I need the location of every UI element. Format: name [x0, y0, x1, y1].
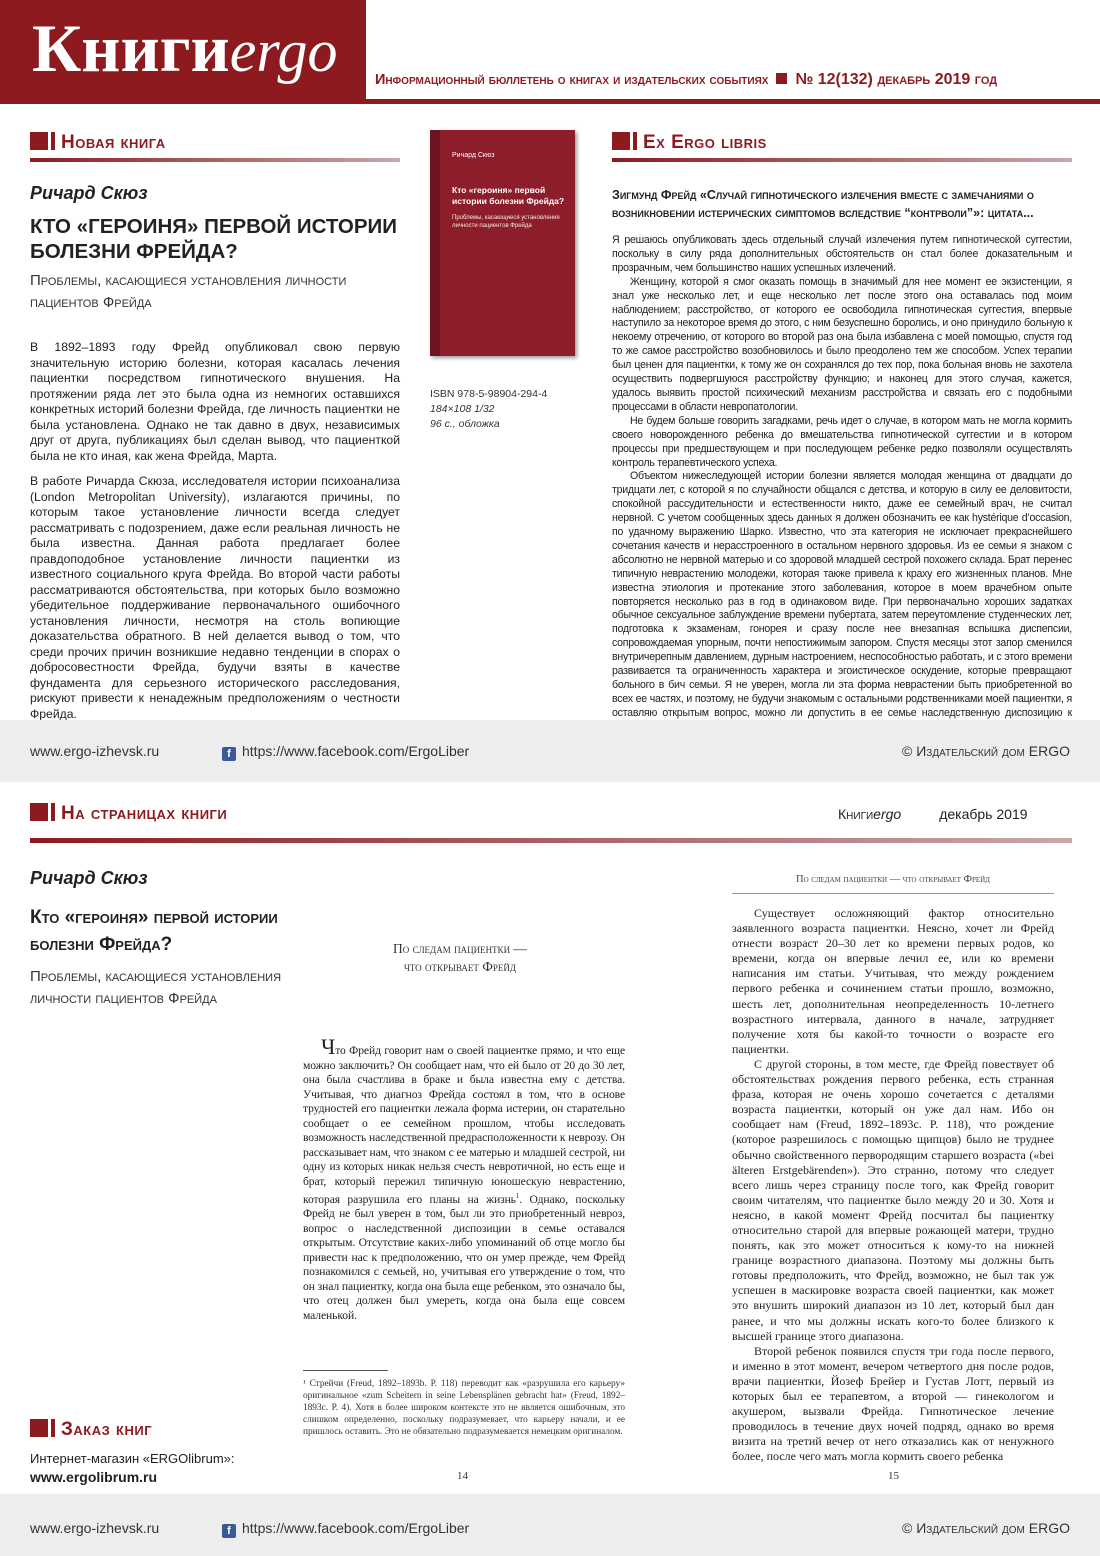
logo-main: Книги	[32, 10, 230, 86]
section-title-order	[30, 1418, 152, 1442]
copyright-icon: ©	[902, 1520, 913, 1536]
chapter-heading	[360, 940, 560, 976]
left-page-text-part: . Однако, поскольку Фрейд не был уверен в том, был ли это приобретенный невроз, вопрос о наследственной диспозиции в семье оставался открытым. Отсутствие каких-либо упоминаний об отце могло бы привести нас к предположению, что он умер прежде, чем Фрейд познакомился с семьей, но, учитывая его утверждение о том, что он знал пациентку, когда она была еще ребенком, это означало бы, что отец должен был умереть, когда она была еще совсем маленькой.	[303, 1192, 625, 1322]
spread-author: Ричард Скюз	[30, 868, 148, 888]
masthead-tagline	[375, 70, 1100, 90]
right-page-paragraph: Второй ребенок появился спустя три года после первого, и именно в этот момент, вечером четвертого дня после родов, врачи пациентки, Йозеф Брейер и Густав Лотт, первый из которых был ее терапевтом, а второй — гинекологом и акушером, вызвали Фрейда. Гипнотическое лечение проводилось в течение двух ночей подряд, однако во время визита на третий вечер от него отказались как от ненужного более, после чего мать могла кормить своего ребенка	[732, 1343, 1054, 1464]
section-square-icon	[30, 1419, 48, 1437]
chapter-heading-line: что открывает Фрейд	[403, 959, 517, 974]
quote-paragraph: Я решаюсь опубликовать здесь отдельный случай излечения путем гипнотической суггестии, поскольку в силу ряда дополнительных обстоятельств он стал более доказательным и прозрачным, чем большинство наших успешных излечений.	[612, 234, 1072, 274]
cover-subtitle: Проблемы, касающиеся установления личности пациентов Фрейда	[452, 215, 560, 229]
book-format: 184×108 1/32	[430, 403, 495, 415]
copyright-icon: ©	[902, 743, 913, 759]
right-page-paragraph: Существует осложняющий фактор относительно заявленного возраста пациентки. Неясно, хочет ли Фрейд отнести возраст 20–30 лет ко времени первых родов, ко времени, когда он впервые лечил ее, или ко времени написания им статьи. Учитывая, что между рождением первого ребенка и сочинением статьи прошло, возможно, шесть лет, дополнительная неопределенность 10-летнего возрастного интервала, данного в начале, затрудняет получение хотя бы какой-то точности о возрасте его пациентки.	[732, 906, 1054, 1056]
left-page-number: 14	[457, 1470, 468, 1482]
issue-number: № 12(132) декабрь 2019 год	[795, 71, 998, 88]
book-details	[430, 387, 547, 432]
issue-meta	[838, 806, 1028, 822]
book-author: Ричард Скюз	[30, 183, 148, 203]
cover-author: Ричард Скюз	[452, 152, 495, 159]
section-rule	[30, 838, 1072, 843]
masthead-logo	[32, 8, 338, 91]
facebook-icon: f	[222, 747, 236, 761]
quote-heading: Зигмунд Фрейд «Случай гипнотического излечения вместе с замечаниями о возникновении истерических симптомов вследствие “контрволи”»: цитата...	[612, 188, 1034, 220]
running-head: По следам пациентки — что открывает Фрейд	[796, 874, 990, 885]
section-title-text: Новая книга	[61, 132, 166, 153]
drop-cap: Ч	[321, 1034, 336, 1059]
quote-body	[612, 234, 1072, 735]
section-square-icon	[612, 132, 630, 150]
facebook-link[interactable]	[222, 743, 469, 761]
section-bar-icon	[51, 803, 55, 821]
facebook-url: https://www.facebook.com/ErgoLiber	[242, 1520, 470, 1536]
separator-square-icon	[776, 73, 787, 84]
copyright	[902, 743, 1070, 759]
spread-title: Кто «героиня» первой истории болезни Фрейда?	[30, 907, 278, 955]
facebook-url: https://www.facebook.com/ErgoLiber	[242, 743, 470, 759]
tagline-text: Информационный бюллетень о книгах и издательских событиях	[375, 72, 769, 88]
section-square-icon	[30, 803, 48, 821]
book-annotation	[30, 340, 400, 722]
publisher-prefix: Издательский дом	[916, 1520, 1025, 1536]
brand-ergo: ergo	[873, 806, 902, 822]
section-rule	[612, 158, 1072, 162]
book-isbn: ISBN 978-5-98904-294-4	[430, 388, 548, 400]
facebook-link[interactable]	[222, 1520, 469, 1538]
right-page-number: 15	[888, 1470, 899, 1482]
right-page-paragraph: С другой стороны, в том месте, где Фрейд повествует об обстоятельствах рождения первого ребенка, есть странная фраза, которая не очень хорошо сочетается с деталями возраста пациентки, который он уже дал нам. Ибо он сообщает нам (Freud, 1892–1893c. P. 118), что рождение (которое разрешилось с помощью щипцов) было не труднее обычно свойственного первородящим старшего возраста («bei älteren Erstgebärenden»). Это странно, потому что следует всего лишь через страницу после того, как Фрейд говорит своим читателям, что пациентке было между 20 и 30. Хотя и неясно, в какой момент Фрейд посчитал бы пациентку относительно старой для впервые рожающей матери, трудно понять, как это может относиться к кому-то на нижней границе возрастного диапазона. Поэтому мы должны быть готовы предположить, что Фрейд, возможно, не был так уж успешен в маскировке возраста своей пациентки, как может это внушить широкий диапазон из 10 лет, который был дан ранее, и что мы должны искать кого-то более близкого к высшей границе этого диапазона.	[732, 1056, 1054, 1343]
order-link[interactable]: www.ergolibrum.ru	[30, 1469, 158, 1485]
facebook-icon: f	[222, 1524, 236, 1538]
quote-paragraph: Женщину, которой я смог оказать помощь в значимый для нее момент ее экзистенции, я знал уже несколько лет, и еще несколько лет после этого она оставалась под моим наблюдением; расстройство, от которого ее освободила гипнотическая суггестия, впервые наступило за некоторое время до этого, с ним безуспешно боролись, и оно принудило больную к некоему отречению, от которого во второй раз она была избавлена с моей помощью, спустя год то же самое расстройство возобновилось и было преодолено тем же способом. Успех терапии был ценен для пациентки, к тому же он сохранялся до тех пор, пока больная вновь не захотела осуществить подвергшуюся расстройству функцию; и наконец для этого случая, кажется, удалось выявить простой психический механизм расстройства и связать его с подобными процессами в области невропатологии.	[612, 275, 1072, 413]
logo-ergo: ergo	[229, 18, 338, 84]
left-page-text-part: то Фрейд говорит нам о своей пациентке прямо, и что еще можно заключить? Он сообщает нам, что ей было от 20 до 30 лет, она была счастлива в браке и была известна ему с детства. Учитывая, что диагноз Фрейда состоял в том, что в основе трудностей его пациентки лежала форма истерии, он старательно сообщает о ее семейном прошлом, чтобы исследовать возможность наследственной предрасположенности к неврозу. Он рассказывает нам, что знаком с ее матерью и младшей сестрой, ни одну из которых никак нельзя счесть невротичной, но есть еще и брат, который пережил типичную юношескую неврастению, которая разрушила его планы на жизнь	[303, 1044, 625, 1206]
section-bar-icon	[633, 132, 637, 150]
order-info	[30, 1450, 290, 1487]
section-bar-icon	[51, 132, 55, 150]
section-title-text: Заказ книг	[61, 1419, 153, 1440]
section-title-text: Ex Ergo libris	[643, 132, 767, 153]
section-title-new-book	[30, 131, 166, 155]
copyright	[902, 1520, 1070, 1536]
annotation-paragraph: В 1892–1893 году Фрейд опубликовал свою первую значительную историю болезни, которая касалась лечения пациентки посредством гипнотического внушения. На протяжении ряда лет это была одна из немногих оставшихся конкретных историй болезни Фрейда, где личность пациентки не была установлена. Однако не так давно в двух, независимых друг от друга, публикациях был сделан вывод, что пациенткой была не кто иная, как жена Фрейда, Марта.	[30, 340, 400, 463]
section-title-ex-ergo	[612, 131, 767, 155]
order-label: Интернет-магазин «ERGOlibrum»:	[30, 1451, 235, 1466]
quote-paragraph: Объектом нижеследующей истории болезни является молодая женщина от двадцати до тридцати лет, с которой я по случайности общался с детства, и которую в силу ее деловитости, спокойной рассудительности и естественности никто, даже ее семейный врач, не считал нервной. С учетом сообщенных здесь данных я должен обозначить ее как hystérique d’occasion, по удачному выражению Шарко. Известно, что эта категория не исключает прекраснейшего сочетания качеств и нерасстроенного в остальном нервного здоровья. Из ее семьи я знаком с абсолютно не нервной матерью и со здоровой младшей сестрой похожего склада. Брат перенес типичную неврастению молодежи, которая также привела к краху его жизненных планов. Мне известна этиология и протекание этого заболевания, которое в моем врачебном опыте повторяется несколько раз в год в одинаковом виде. При первоначально хороших задатках обычное сексуальное заблуждение времени пубертата, затем переутомление студенческих лет, подготовка к экзаменам, гонорея и сразу после нее внезапная вспышка диспепсии, сопровождаемая упорным, почти непостижимым запором. Спустя месяцы этот запор сменился внутричерепным давлением, дурным настроением, неспособностью работать, и с этого времени развивается та ограниченность характера и эгоистическое оскудение, которые превращают больного в бич семьи. Я не уверен, могла ли эта форма неврастении быть приобретенной во всех ее частях, и поэтому, не будучи знакомым с остальными родственниками моей пациентки, я оставляю открытым вопрос, можно ли допустить в ее семье наследственную диспозицию к	[612, 470, 1072, 719]
section-title-pages	[30, 802, 227, 826]
footnote	[303, 1378, 625, 1438]
site-link[interactable]: www.ergo-izhevsk.ru	[30, 1520, 160, 1536]
footnote-rule	[303, 1370, 388, 1371]
brand-main: Книги	[838, 806, 874, 822]
book-title: КТО «ГЕРОИНЯ» ПЕРВОЙ ИСТОРИИ БОЛЕЗНИ ФРЕЙДА?	[30, 215, 397, 263]
spread-subtitle: Проблемы, касающиеся установления личности пациентов Фрейда	[30, 968, 282, 1007]
running-head-rule	[732, 893, 1054, 894]
publisher-name: ERGO	[1028, 743, 1070, 759]
book-subtitle: Проблемы, касающиеся установления личности пациентов Фрейда	[30, 272, 347, 311]
cover-title: Кто «героиня» первой истории болезни Фрейда?	[452, 185, 565, 206]
cover-spine	[430, 130, 440, 356]
left-page-text	[303, 1034, 625, 1323]
footnote-mark: 1	[515, 1192, 520, 1200]
annotation-paragraph: В работе Ричарда Скюза, исследователя истории психоанализа (London Metropolitan University), излагаются причины, по которым такое установление личности всегда следует рассматривать с подозрением, даже если реальная личность не была известна. Данная работа предлагает более правдоподобное установление личности пациентки из известного социального круга Фрейда. Во второй части работы рассматриваются обстоятельства, при которых было возможно убедительное поддерживание первоначального ошибочного установления личности, несмотря на столь вопиющие доказательства обратного. В ней делается вывод о том, что среди прочих причин возникшие недавно тенденции в спорах о добросовестности Фрейда, будучи взяты в качестве фундамента для серьезного исторического расследования, рискуют привести к ненадежным предположениям о честности Фрейда.	[30, 474, 400, 721]
left-page-paragraph	[303, 1034, 625, 1323]
section-title-text: На страницах книги	[61, 803, 228, 824]
chapter-heading-line: По следам пациентки —	[393, 941, 527, 956]
right-page-text	[732, 906, 1054, 1464]
section-rule	[30, 158, 400, 162]
publisher-prefix: Издательский дом	[916, 743, 1025, 759]
footnote-text: ¹ Стрейчи (Freud, 1892–1893b. P. 118) переводит как «разрушила его карьеру» оригинальное «zum Scheitern in seine Lebensplänen gebracht hat» (Freud, 1892–1893c. P. 4). Хотя в более широком контексте это не является ошибочным, это слишком определенно, поскольку подразумевает, что карьеру начали, и ее пришлось оставить. Это не обязательно подразумевается немецким оригиналом.	[303, 1379, 625, 1437]
masthead-rule	[0, 99, 1100, 104]
section-square-icon	[30, 132, 48, 150]
issue-date: декабрь 2019	[939, 806, 1028, 822]
book-pages: 96 с., обложка	[430, 418, 500, 430]
quote-paragraph: Не будем больше говорить загадками, речь идет о случае, в котором мать не могла кормить своего новорожденного ребенка до вмешательства гипнотической суггестии и в котором процессы при предшествующем и при последующем ребенке редко позволяли осуществлять контроль терапевтического успеха.	[612, 414, 1072, 469]
section-bar-icon	[51, 1419, 55, 1437]
site-link[interactable]: www.ergo-izhevsk.ru	[30, 743, 160, 759]
book-cover-image[interactable]	[430, 130, 575, 356]
publisher-name: ERGO	[1028, 1520, 1070, 1536]
